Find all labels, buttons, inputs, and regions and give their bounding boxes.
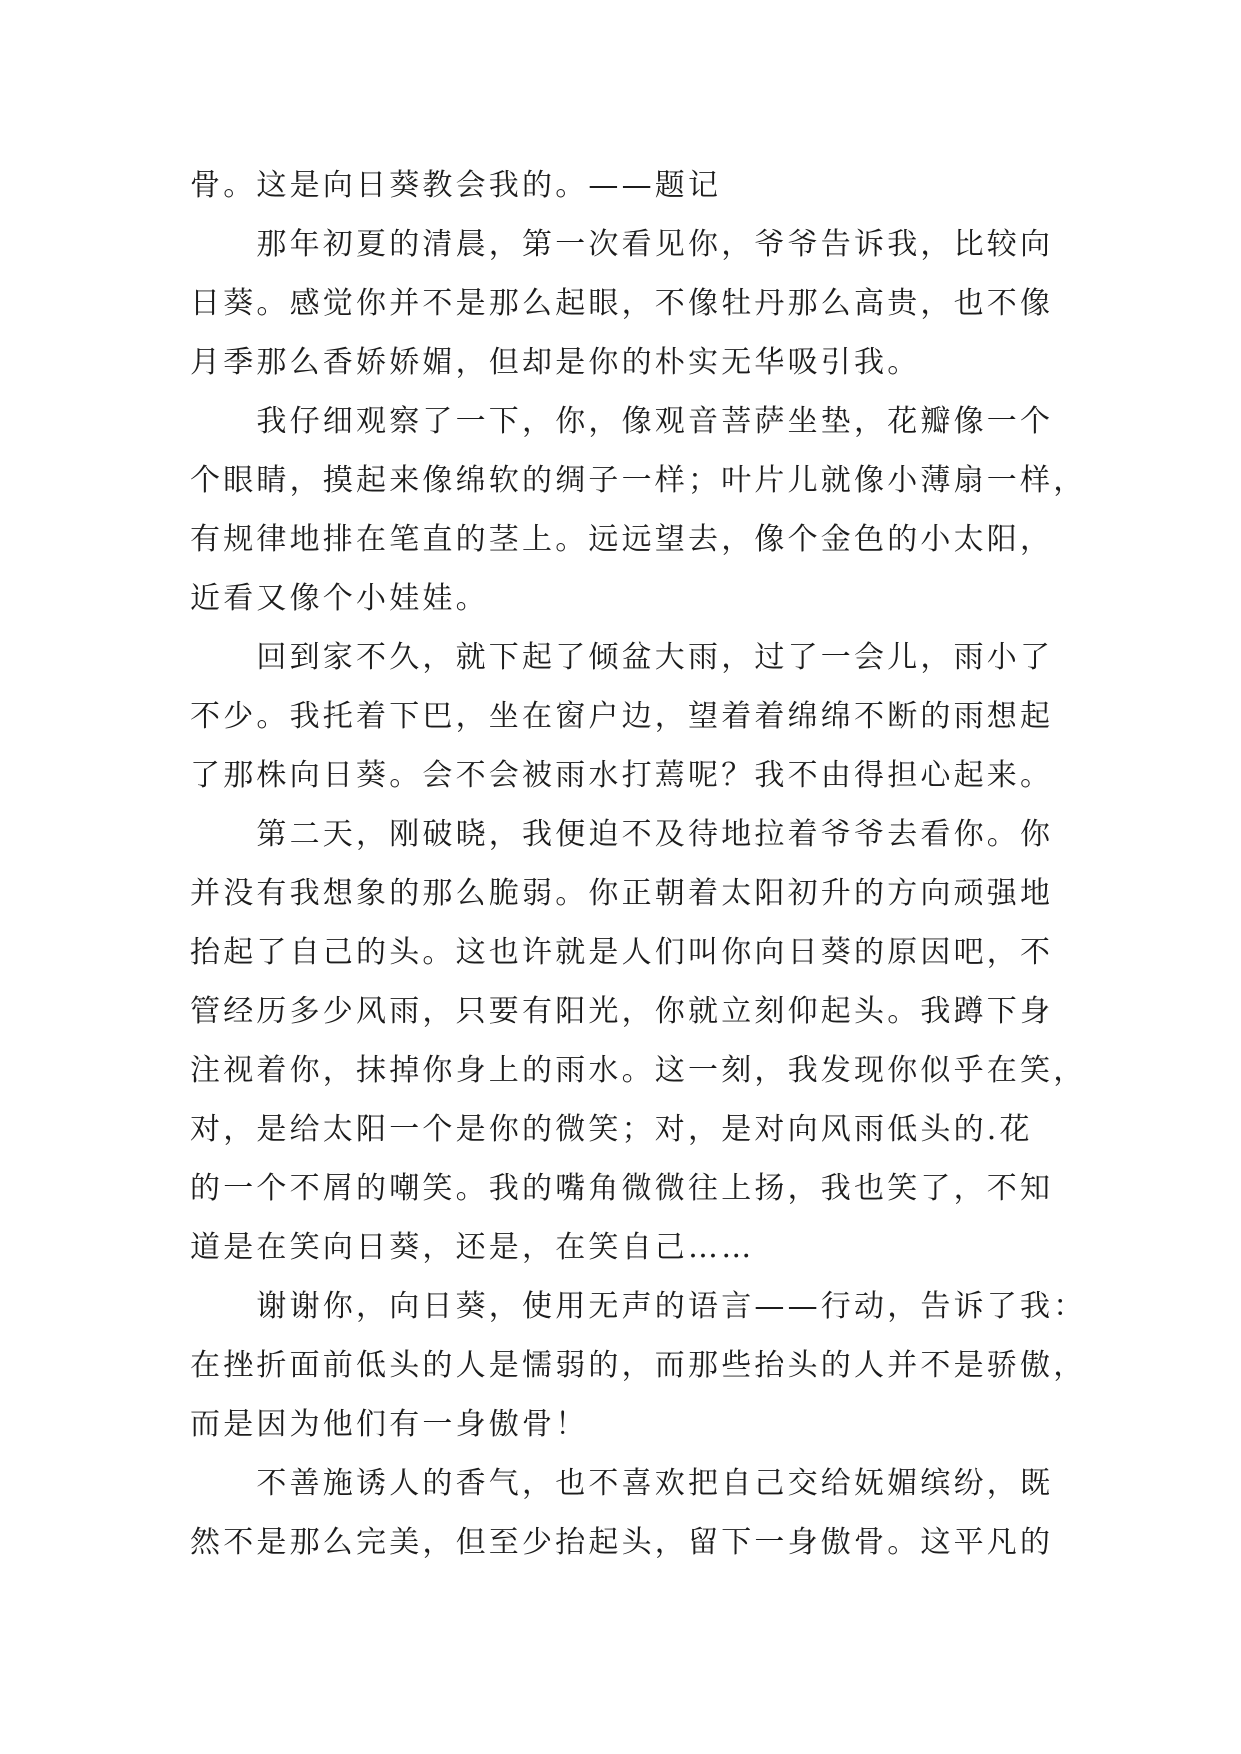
text-line: 那年初夏的清晨，第一次看见你，爷爷告诉我，比较向 xyxy=(190,227,1054,262)
text-line: 而是因为他们有一身傲骨！ xyxy=(190,1407,589,1442)
text-line: 抬起了自己的头。这也许就是人们叫你向日葵的原因吧，不 xyxy=(190,935,1054,970)
text-line: 的一个不屑的嘲笑。我的嘴角微微往上扬，我也笑了，不知 xyxy=(190,1171,1054,1206)
text-line: 有规律地排在笔直的茎上。远远望去，像个金色的小太阳， xyxy=(190,522,1054,557)
text-line: 道是在笑向日葵，还是，在笑自己…… xyxy=(190,1230,755,1265)
text-line: 在挫折面前低头的人是懦弱的，而那些抬头的人并不是骄傲， xyxy=(190,1348,1087,1383)
text-line: 近看又像个小娃娃。 xyxy=(190,581,489,616)
text-line: 对，是给太阳一个是你的微笑；对，是对向风雨低头的.花 xyxy=(190,1112,1033,1147)
text-line: 月季那么香娇娇媚，但却是你的朴实无华吸引我。 xyxy=(190,345,921,380)
essay-body xyxy=(190,156,1087,1572)
text-line: 不善施诱人的香气，也不喜欢把自己交给妩媚缤纷，既 xyxy=(190,1466,1054,1501)
text-line: 谢谢你，向日葵，使用无声的语言——行动，告诉了我： xyxy=(190,1289,1087,1324)
text-line: 个眼睛，摸起来像绵软的绸子一样；叶片儿就像小薄扇一样， xyxy=(190,463,1087,498)
text-line: 第二天，刚破晓，我便迫不及待地拉着爷爷去看你。你 xyxy=(190,817,1054,852)
text-line: 我仔细观察了一下，你，像观音菩萨坐垫，花瓣像一个 xyxy=(190,404,1054,439)
text-line: 然不是那么完美，但至少抬起头，留下一身傲骨。这平凡的 xyxy=(190,1525,1054,1560)
text-line: 管经历多少风雨，只要有阳光，你就立刻仰起头。我蹲下身 xyxy=(190,994,1054,1029)
text-line: 回到家不久，就下起了倾盆大雨，过了一会儿，雨小了 xyxy=(190,640,1054,675)
text-line: 骨。这是向日葵教会我的。——题记 xyxy=(190,168,722,203)
text-line: 注视着你，抹掉你身上的雨水。这一刻，我发现你似乎在笑， xyxy=(190,1053,1087,1088)
text-line: 不少。我托着下巴，坐在窗户边，望着着绵绵不断的雨想起 xyxy=(190,699,1054,734)
text-line: 并没有我想象的那么脆弱。你正朝着太阳初升的方向顽强地 xyxy=(190,876,1054,911)
text-line: 日葵。感觉你并不是那么起眼，不像牡丹那么高贵，也不像 xyxy=(190,286,1054,321)
text-line: 了那株向日葵。会不会被雨水打蔫呢？我不由得担心起来。 xyxy=(190,758,1054,793)
